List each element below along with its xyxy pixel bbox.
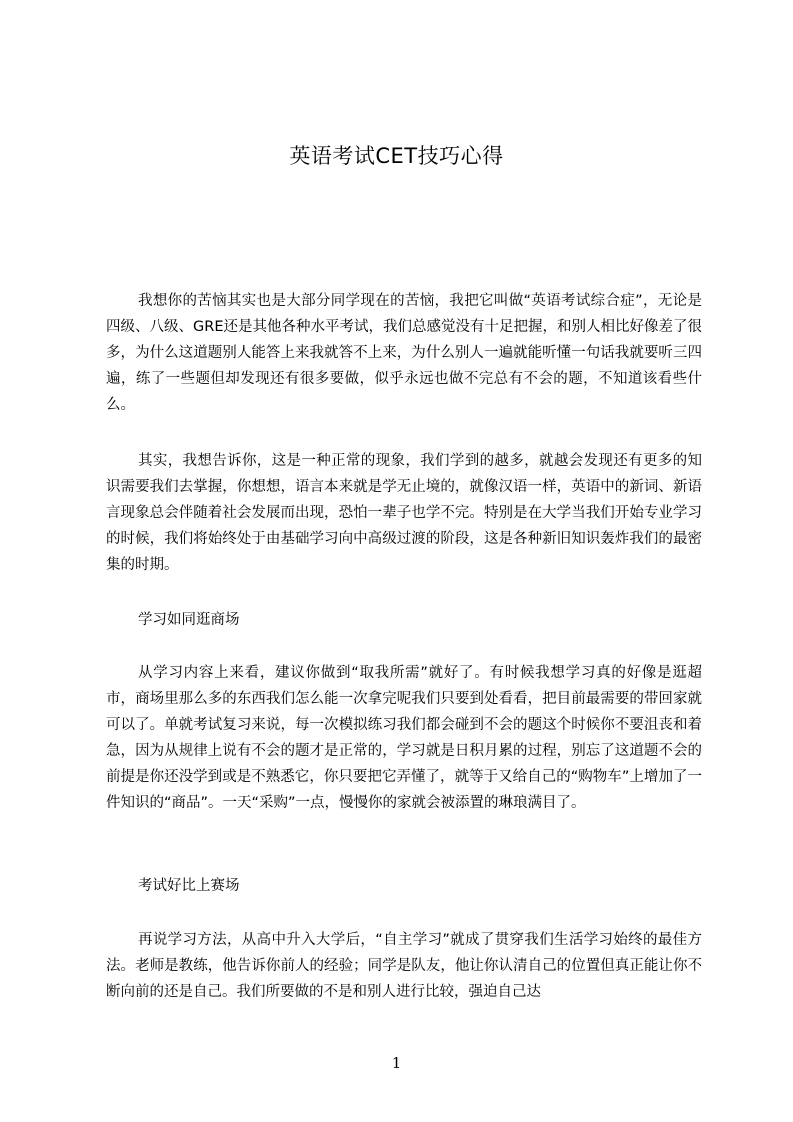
paragraph-text: 再说学习方法，从高中升入大学后，“自主学习”就成了贯穿我们生活学习始终的最佳方法。老师是教练，他告诉你前人的经验；同学是队友，他让你认清自己的位置但真正能让你不断向前的还是自己。我们所要做的不是和别人进行比较，强迫自己达 bbox=[106, 932, 702, 1000]
paragraph-4 bbox=[106, 927, 702, 1005]
section-heading-2: 考试好比上赛场 bbox=[138, 878, 240, 894]
paragraph-text: 从学习内容上来看，建议你做到“取我所需”就好了。有时候我想学习真的好像是逛超市，商场里那么多的东西我们怎么能一次拿完呢我们只要到处看看，把目前最需要的带回家就可以了。单就考试复习来说，每一次模拟练习我们都会碰到不会的题这个时候你不要沮丧和着急，因为从规律上说有不会的题才是正常的，学习就是日积月累的过程，别忘了这道题不会的前提是你还没学到或是不熟悉它，你只要把它弄懂了，就等于又给自己的“购物车”上增加了一件知识的“商品”。一天“采购”一点，慢慢你的家就会被添置的琳琅满目了。 bbox=[106, 665, 702, 811]
section-heading-1: 学习如同逛商场 bbox=[138, 612, 240, 628]
document-title: 英语考试CET技巧心得 bbox=[289, 144, 504, 168]
paragraph-text: 我想你的苦恼其实也是大部分同学现在的苦恼，我把它叫做“英语考试综合症”，无论是四级、八级、GRE还是其他各种水平考试，我们总感觉没有十足把握，和别人相比好像差了很多，为什么这道题别人能答上来我就答不上来，为什么别人一遍就能听懂一句话我就要听三四遍，练了一些题但却发现还有很多要做，似乎永远也做不完总有不会的题，不知道该看些什么。 bbox=[106, 293, 702, 413]
page-number: 1 bbox=[391, 1054, 402, 1072]
paragraph-text: 其实，我想告诉你，这是一种正常的现象，我们学到的越多，就越会发现还有更多的知识需要我们去掌握，你想想，语言本来就是学无止境的，就像汉语一样，英语中的新词、新语言现象总会伴随着社会发展而出现，恐怕一辈子也学不完。特别是在大学当我们开始专业学习的时候，我们将始终处于由基础学习向中高级过渡的阶段，这是各种新旧知识轰炸我们的最密集的时期。 bbox=[106, 453, 702, 573]
paragraph-2 bbox=[106, 448, 702, 578]
paragraph-3 bbox=[106, 660, 702, 816]
paragraph-1 bbox=[106, 288, 702, 418]
